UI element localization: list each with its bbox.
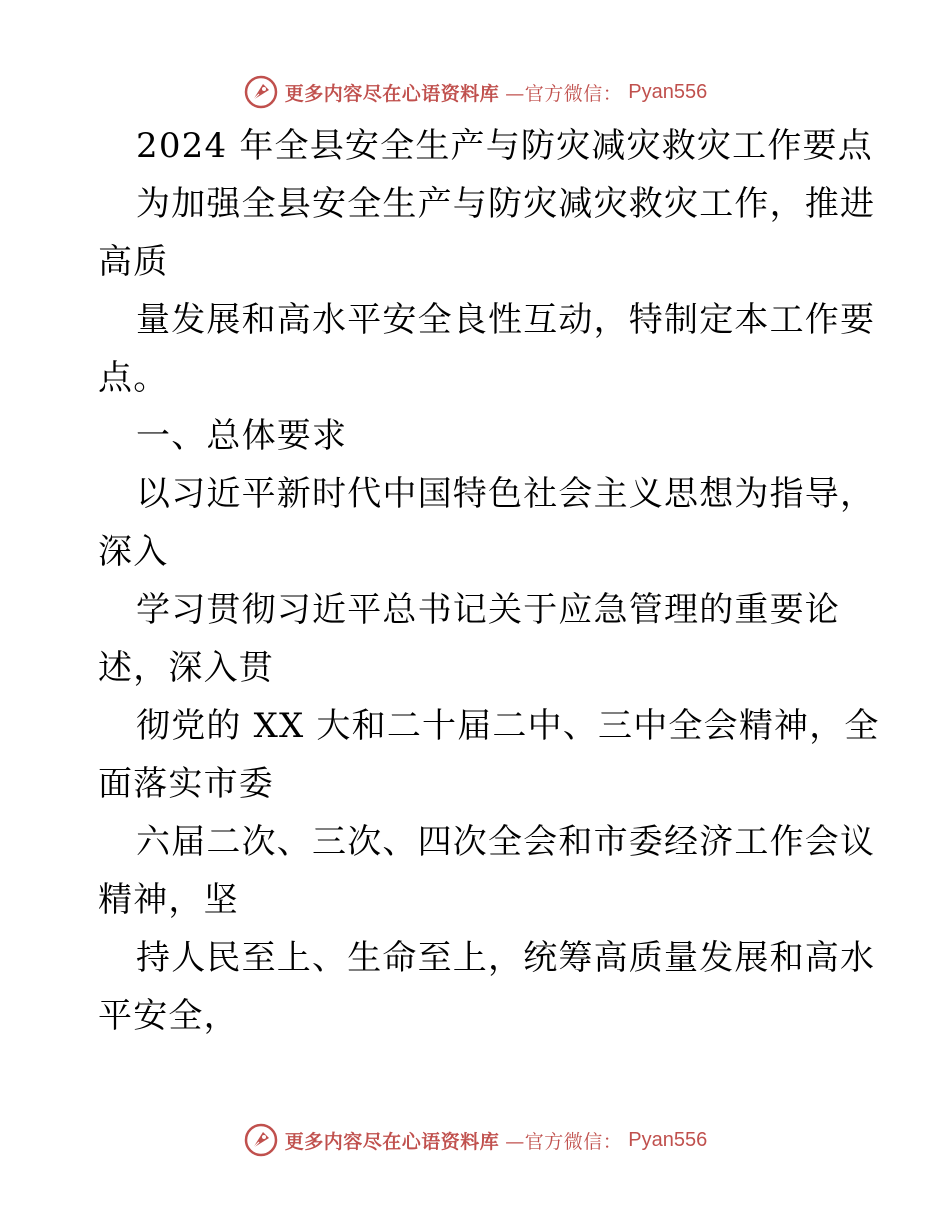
document-line: 平安全， bbox=[98, 996, 239, 1036]
document-line: 点。 bbox=[98, 358, 169, 398]
document-line: 面落实市委 bbox=[98, 764, 274, 804]
document-line: 量发展和高水平安全良性互动，特制定本工作要 bbox=[136, 300, 876, 340]
section-heading: 一、总体要求 bbox=[136, 416, 348, 456]
document-line: 六届二次、三次、四次全会和市委经济工作会议 bbox=[136, 822, 876, 862]
pen-nib-logo-icon bbox=[243, 74, 279, 110]
footer-watermark bbox=[0, 1118, 950, 1162]
document-line: 为加强全县安全生产与防灾减灾救灾工作，推进 bbox=[136, 184, 876, 224]
header-account: Pyan556 bbox=[628, 80, 708, 103]
document-line: 深入 bbox=[98, 532, 169, 572]
document-line: 述，深入贯 bbox=[98, 648, 274, 688]
document-line: 精神，坚 bbox=[98, 880, 239, 920]
document-line: 以习近平新时代中国特色社会主义思想为指导， bbox=[136, 474, 876, 514]
document-title: 2024 年全县安全生产与防灾减灾救灾工作要点 bbox=[136, 126, 873, 166]
document-line: 学习贯彻习近平总书记关于应急管理的重要论 bbox=[136, 590, 840, 630]
header-separator: —官方微信： bbox=[505, 82, 623, 105]
header-watermark bbox=[0, 70, 950, 114]
footer-account: Pyan556 bbox=[628, 1128, 708, 1151]
header-site-text: 更多内容尽在心语资料库 bbox=[284, 82, 500, 105]
document-line: 持人民至上、生命至上，统筹高质量发展和高水 bbox=[136, 938, 876, 978]
pen-nib-logo-icon bbox=[243, 1122, 279, 1158]
footer-site-text: 更多内容尽在心语资料库 bbox=[284, 1130, 500, 1153]
footer-separator: —官方微信： bbox=[505, 1130, 623, 1153]
document-line: 彻党的 XX 大和二十届二中、三中全会精神，全 bbox=[136, 706, 880, 746]
document-line: 高质 bbox=[98, 242, 169, 282]
